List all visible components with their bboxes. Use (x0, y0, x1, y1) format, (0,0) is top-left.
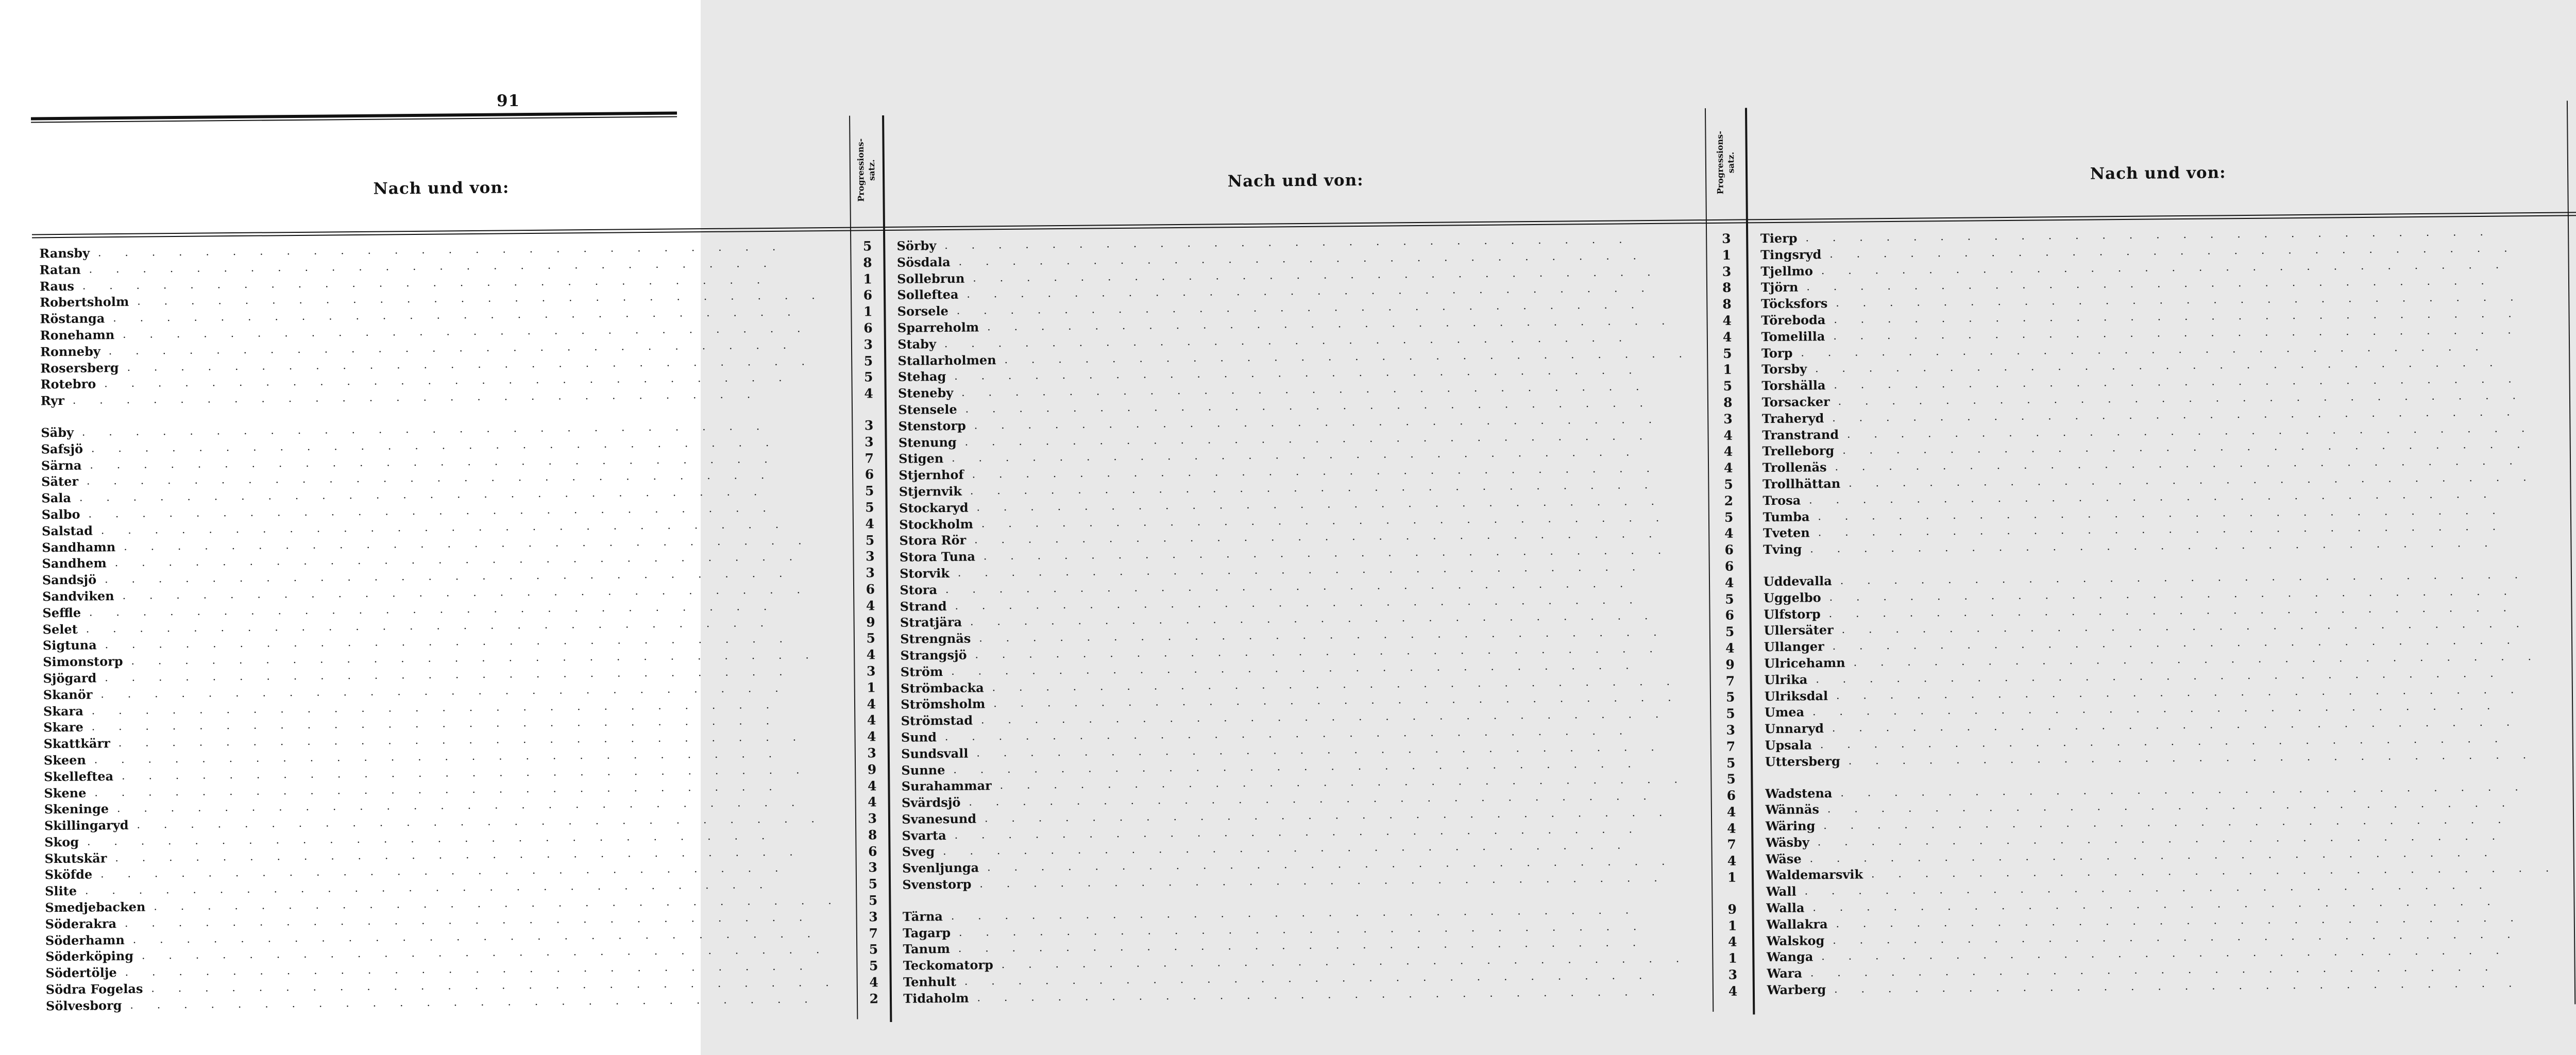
rate-value (2569, 239, 2576, 256)
place-name: Trosa (1762, 492, 1801, 508)
rate-value (2570, 403, 2576, 420)
rate-value: 1 (1727, 918, 1737, 933)
rate-header-rotated-text (1715, 109, 1737, 217)
place-name: Torshälla (1761, 378, 1826, 394)
place-name: Stockholm (899, 516, 974, 532)
place-name: Skillingaryd (44, 817, 129, 833)
place-name: Ulricehamn (1764, 655, 1845, 671)
rate-value (2573, 697, 2576, 714)
place-name: Ullersäter (1764, 622, 1834, 638)
place-name: Skog (44, 834, 79, 850)
place-name: Steneby (897, 385, 954, 401)
column-header (1747, 100, 2576, 219)
rate-value: 4 (1728, 983, 1738, 999)
rate-value (2570, 387, 2576, 404)
rate-value: 5 (865, 483, 874, 499)
place-name: Säby (41, 424, 74, 440)
place-name: Svärdsjö (901, 794, 961, 810)
place-name: Slite (45, 883, 77, 899)
column-title: Nach und von: (2090, 163, 2226, 183)
rate-value: 7 (1725, 673, 1735, 689)
rate-value: 6 (868, 843, 877, 859)
rate-value: 8 (1722, 296, 1732, 312)
rate-value: 3 (1722, 231, 1731, 246)
place-name: Skara (43, 703, 83, 719)
rate-value: 4 (864, 386, 873, 401)
place-name: Sandsjö (42, 572, 97, 588)
rate-header-line1: Progressions- (855, 138, 867, 202)
place-name: Strömstad (901, 712, 973, 728)
place-name: Södra Fogelas (45, 981, 143, 997)
rate-value: 7 (869, 925, 878, 941)
place-name: Stora Rör (899, 533, 967, 549)
place-name: Teckomatorp (903, 957, 994, 974)
rate-value: 5 (1725, 689, 1735, 705)
place-name: Rotebro (40, 376, 96, 392)
rate-value: 3 (866, 565, 875, 581)
rate-table (31, 112, 2226, 1035)
place-name: Stratjära (900, 615, 962, 631)
rate-value: 7 (1727, 837, 1737, 853)
rate-value (2574, 794, 2576, 811)
place-name: Selet (42, 621, 78, 637)
place-name: Skene (44, 785, 87, 801)
rate-value: 5 (1725, 591, 1734, 607)
rate-value (2573, 746, 2576, 763)
rate-value: 5 (1723, 378, 1733, 394)
rate-value: 5 (1726, 755, 1736, 771)
place-name: Stenung (898, 434, 957, 450)
place-name: Seffle (42, 605, 81, 621)
place-name: Sveg (902, 844, 935, 860)
rate-value: 5 (1725, 624, 1735, 639)
place-name: Wännäs (1765, 802, 1820, 818)
place-name: Uggelbo (1763, 589, 1821, 605)
rate-value: 1 (1723, 362, 1732, 378)
place-name: Säter (41, 474, 79, 489)
place-name: Tjellmo (1760, 263, 1814, 279)
place-name: Torp (1761, 345, 1793, 361)
rate-value (2570, 288, 2576, 305)
rate-value: 4 (1723, 444, 1733, 460)
place-name: Svanesund (902, 811, 977, 827)
place-name: Wara (1767, 965, 1803, 981)
place-name: Torsacker (1761, 394, 1830, 410)
rate-value: 8 (1722, 280, 1732, 296)
place-name: Sala (41, 490, 72, 506)
rate-value: 6 (863, 287, 873, 303)
rate-value: 6 (1726, 788, 1736, 803)
rate-value (2572, 615, 2576, 632)
rate-value: 1 (867, 679, 876, 695)
rate-value (2571, 501, 2576, 518)
rate-value: 6 (1724, 542, 1734, 557)
rate-value: 9 (1727, 901, 1737, 917)
place-name: Smedjebacken (45, 899, 146, 915)
place-name: Tanum (903, 941, 951, 957)
place-name: Walla (1766, 900, 1805, 916)
rate-value (2574, 827, 2576, 844)
rate-value (2572, 599, 2576, 616)
rate-value (2570, 354, 2576, 371)
rate-value: 5 (863, 353, 873, 368)
rate-header (850, 117, 883, 223)
rate-value (2569, 223, 2576, 240)
place-name: Sollebrun (897, 270, 965, 286)
rate-value (2570, 370, 2576, 387)
rate-value (2572, 534, 2576, 551)
rate-value: 3 (864, 418, 874, 433)
place-name: Tagarp (903, 925, 951, 941)
rate-value (2573, 730, 2576, 747)
rate-value: 1 (1722, 247, 1732, 263)
rate-header (2568, 103, 2576, 208)
place-name: Trollenäs (1762, 460, 1827, 475)
rate-header-line2: satz. (1725, 151, 1736, 174)
place-name: Raus (39, 278, 75, 294)
place-name: Sandviken (42, 588, 114, 604)
rate-value (2570, 337, 2576, 354)
rate-value (2574, 778, 2576, 795)
place-name: Sjögard (43, 670, 97, 686)
place-name: Strömbacka (900, 679, 984, 696)
table-column-3 (1747, 100, 2576, 1015)
place-name: Sundsvall (901, 745, 969, 761)
place-name: Skeen (43, 752, 86, 768)
place-name: Sund (901, 729, 937, 745)
rate-value: 5 (869, 942, 878, 957)
place-name: Tomelilla (1761, 328, 1825, 344)
place-name: Sandhamn (42, 539, 116, 555)
place-name: Tving (1763, 541, 1802, 557)
rate-value: 1 (863, 304, 873, 319)
place-name: Ulrika (1764, 672, 1808, 687)
rate-value: 5 (868, 876, 878, 892)
place-name: Uddevalla (1763, 573, 1832, 589)
rate-value (2573, 648, 2576, 665)
place-name: Tjörn (1760, 279, 1799, 295)
rate-value: 8 (868, 827, 877, 843)
place-name: Sösdala (896, 254, 951, 270)
rate-value: 4 (867, 712, 876, 728)
place-name: Skattkärr (43, 736, 110, 752)
place-name: Tingsryd (1760, 246, 1822, 262)
rate-value: 3 (868, 811, 877, 826)
column-title: Nach und von: (373, 178, 510, 198)
place-name: Sandhem (42, 555, 107, 571)
rate-value (2571, 518, 2576, 535)
place-name: Tenhult (903, 974, 957, 990)
rate-value (2571, 469, 2576, 486)
rate-value (2569, 256, 2576, 273)
rate-value: 3 (866, 663, 876, 679)
rate-value: 5 (1724, 509, 1734, 525)
rate-value: 5 (869, 958, 878, 974)
rate-value: 4 (869, 975, 878, 990)
place-name: Skare (43, 719, 83, 735)
place-name: Ratan (39, 262, 81, 278)
rate-value: 4 (1725, 640, 1735, 656)
place-name: Safsjö (41, 441, 83, 457)
rate-value: 5 (1724, 477, 1733, 492)
place-name: Röstanga (40, 311, 105, 327)
place-name: Söderhamn (45, 932, 125, 948)
rate-value: 4 (865, 516, 875, 532)
place-name: Sörby (896, 238, 937, 253)
rate-value: 3 (865, 434, 874, 450)
place-name: Särna (41, 457, 82, 473)
rate-value: 9 (866, 614, 875, 629)
place-name: Skutskär (44, 850, 107, 866)
place-name: Tveten (1762, 525, 1810, 541)
place-name: Tierp (1760, 230, 1798, 246)
rate-value: 9 (867, 761, 877, 777)
rate-value: 2 (1724, 493, 1734, 508)
rate-value (2573, 680, 2576, 697)
rate-value: 4 (868, 794, 877, 810)
rate-value (2571, 485, 2576, 502)
rate-value: 8 (863, 255, 872, 270)
rate-value: 4 (1722, 329, 1732, 345)
column-body (1748, 216, 2576, 999)
place-name: Salbo (41, 506, 80, 522)
rate-header-line1: Progressions- (1715, 131, 1725, 195)
rate-value: 7 (1726, 739, 1736, 754)
page-number: 91 (497, 92, 520, 110)
rate-value: 5 (868, 893, 878, 908)
rate-value: 4 (867, 778, 877, 793)
place-name: Sparreholm (897, 319, 979, 335)
rate-header-rotated-text (856, 116, 878, 224)
rate-value (2573, 664, 2576, 681)
place-name: Sigtuna (42, 637, 97, 653)
place-name: Svenstorp (902, 876, 972, 892)
place-name: Ullanger (1764, 639, 1824, 655)
place-name: Söderköping (45, 948, 134, 964)
column-header (31, 115, 883, 234)
rate-value (2570, 321, 2576, 338)
place-name: Solleftea (897, 287, 959, 303)
place-name: Salstad (41, 523, 93, 539)
rate-value: 3 (869, 909, 878, 925)
rate-value: 3 (1723, 411, 1733, 427)
place-name: Stenstorp (898, 418, 966, 434)
rate-value: 6 (1724, 558, 1734, 574)
place-name: Torsby (1761, 361, 1807, 377)
place-name: Strangsjö (900, 647, 967, 663)
rate-value (2571, 436, 2576, 453)
place-name: Skelleftea (44, 768, 114, 785)
rate-value: 5 (862, 239, 872, 254)
place-name: Sunne (901, 762, 945, 778)
rate-header-line2: satz. (867, 159, 877, 181)
rate-value: 5 (865, 532, 875, 548)
place-name: Ryr (40, 393, 65, 409)
column-body (885, 223, 1752, 1007)
place-name: Stora (900, 582, 938, 598)
place-name: Stigen (899, 451, 944, 467)
place-name: Waldemarsvik (1766, 866, 1863, 883)
place-name: Trollhättan (1762, 475, 1841, 492)
rate-value: 4 (867, 729, 876, 744)
table-column-1 (31, 115, 892, 1029)
rate-value: 5 (1726, 771, 1736, 787)
place-name: Töreboda (1761, 312, 1826, 328)
column-title: Nach und von: (1227, 171, 1364, 191)
place-name: Warberg (1767, 982, 1826, 998)
place-name: Umea (1764, 704, 1805, 720)
place-name: Robertsholm (40, 294, 129, 310)
place-name: Sölvesborg (45, 997, 122, 1014)
place-name: Ransby (39, 245, 90, 261)
place-name: Wäse (1766, 851, 1802, 866)
rate-value: 5 (1726, 706, 1735, 721)
place-name: Södertölje (45, 965, 117, 981)
rate-value: 4 (1727, 853, 1737, 869)
place-name: Tidaholm (903, 990, 969, 1006)
rate-value: 4 (1724, 526, 1734, 541)
place-name: Wallakra (1766, 916, 1828, 932)
place-name: Transtrand (1762, 427, 1839, 443)
column-body (32, 231, 890, 1014)
rate-value: 3 (863, 337, 873, 352)
rate-value: 3 (868, 860, 877, 875)
place-name: Sorsele (897, 303, 948, 319)
rate-value (2572, 566, 2576, 583)
place-name: Wäring (1765, 818, 1816, 834)
place-name: Stallarholmen (897, 352, 996, 368)
rate-value (2571, 452, 2576, 469)
place-name: Strömsholm (901, 696, 986, 712)
rate-value: 6 (1725, 607, 1735, 623)
place-name: Wanga (1766, 949, 1814, 965)
rate-value (2571, 419, 2576, 436)
rate-value: 9 (1725, 657, 1735, 672)
place-name: Surahammar (901, 778, 992, 794)
place-name: Stjernhof (899, 467, 964, 483)
place-name: Skeninge (44, 801, 109, 817)
rate-value: 5 (1723, 346, 1732, 361)
rate-value (2573, 713, 2576, 730)
place-name: Söderakra (45, 915, 117, 932)
place-name: Skanör (43, 687, 93, 703)
rate-value: 8 (1723, 395, 1733, 410)
rate-value: 7 (865, 450, 874, 466)
rate-value: 4 (1726, 804, 1736, 820)
rate-value (2572, 582, 2576, 599)
rate-value: 6 (865, 467, 874, 482)
place-name: Unnaryd (1765, 721, 1824, 737)
place-name: Wadstena (1765, 785, 1833, 801)
place-name: Wäsby (1766, 835, 1809, 850)
place-name: Stehag (897, 369, 946, 385)
rate-value: 3 (1726, 722, 1736, 738)
rate-value: 4 (1722, 313, 1732, 328)
place-name: Tumba (1762, 508, 1810, 524)
place-name: Ulriksdal (1764, 688, 1828, 704)
place-name: Töcksfors (1760, 296, 1828, 312)
place-name: Tärna (902, 908, 943, 924)
place-name: Ronehamn (40, 327, 115, 343)
place-name: Sköfde (44, 866, 93, 882)
rate-value: 3 (1722, 264, 1732, 279)
rate-value (2570, 305, 2576, 322)
rate-value: 1 (1727, 870, 1737, 885)
place-name: Stora Tuna (899, 549, 976, 565)
rate-value: 3 (1728, 967, 1738, 982)
place-name: Stjernvik (899, 483, 962, 499)
place-name: Ström (900, 663, 943, 679)
place-name: Upsala (1765, 737, 1812, 753)
place-name: Wall (1766, 883, 1797, 899)
rate-value (2574, 811, 2576, 828)
rate-value: 4 (866, 647, 876, 662)
rate-value: 1 (863, 271, 872, 286)
place-name: Trelleborg (1762, 443, 1835, 459)
place-name: Ronneby (40, 344, 100, 360)
rate-value: 1 (1728, 950, 1737, 966)
rate-value: 4 (1723, 460, 1733, 475)
rate-value: 4 (866, 598, 875, 614)
place-name: Storvik (900, 565, 950, 581)
rate-value: 6 (863, 320, 873, 336)
place-name: Svenljunga (902, 860, 979, 876)
rate-value: 2 (869, 991, 879, 1007)
table-grid (31, 117, 2226, 1030)
rate-value: 5 (865, 500, 874, 515)
rate-value (2569, 272, 2576, 289)
column-header (884, 108, 1745, 227)
rate-header (1706, 110, 1746, 215)
rate-value: 4 (1723, 428, 1733, 443)
rate-value: 4 (1727, 821, 1736, 836)
place-name: Traheryd (1761, 410, 1824, 426)
rate-value: 5 (863, 369, 873, 385)
rate-value (2572, 632, 2576, 649)
rate-value: 3 (867, 745, 877, 761)
place-name: Stensele (898, 401, 957, 417)
rate-value: 4 (1728, 934, 1737, 950)
place-name: Svarta (902, 827, 946, 843)
rate-value: 4 (867, 696, 876, 711)
place-name: Walskog (1766, 932, 1825, 948)
rate-value: 3 (866, 549, 875, 564)
place-name: Ulfstorp (1764, 606, 1821, 622)
place-name: Uttersberg (1765, 753, 1840, 769)
rate-value: 5 (866, 631, 876, 646)
place-name: Rosersberg (40, 360, 119, 376)
place-name: Strengnäs (900, 631, 971, 646)
table-column-2 (884, 108, 1755, 1022)
place-name: Stockaryd (899, 500, 969, 516)
rate-value: 6 (866, 582, 875, 597)
place-name: Strand (900, 598, 947, 614)
place-name: Simonstorp (43, 654, 123, 670)
place-name: Staby (897, 336, 937, 352)
rate-value: 4 (1724, 575, 1734, 590)
